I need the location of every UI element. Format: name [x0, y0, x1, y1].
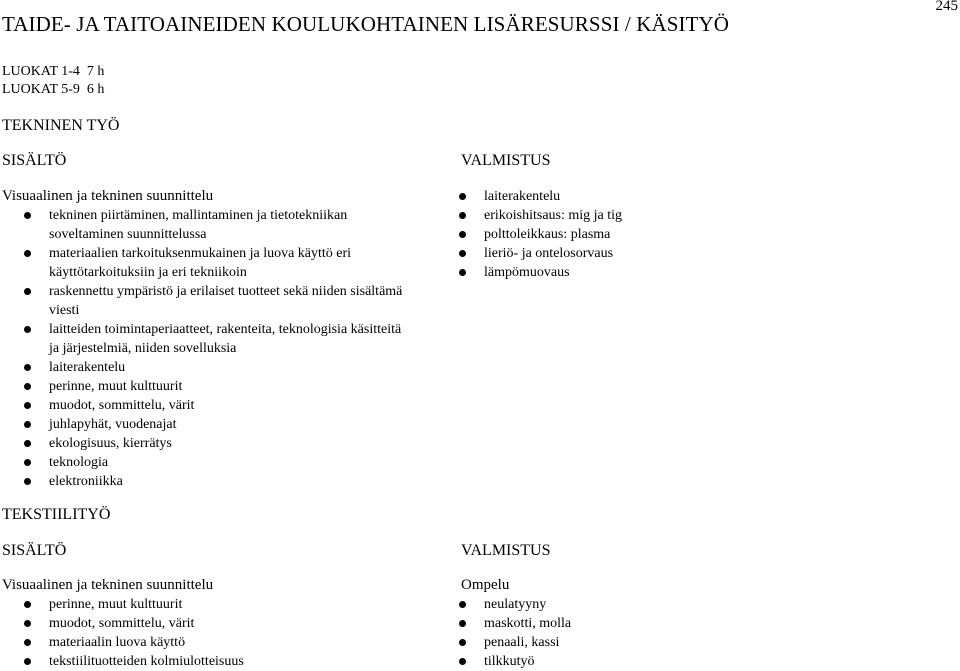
grade-label: LUOKAT 5-9	[2, 82, 80, 97]
list-item: laiterakentelu	[437, 187, 622, 206]
list-item: perinne, muut kulttuurit	[2, 377, 402, 396]
grade-hours: 7 h	[86, 64, 105, 79]
page-title: TAIDE- JA TAITOAINEIDEN KOULUKOHTAINEN LISÄRESURSSI / KÄSITYÖ	[2, 12, 730, 36]
list-item: muodot, sommittelu, värit	[2, 614, 244, 633]
list-item: lieriö- ja ontelosorvaus	[437, 244, 622, 263]
production-subheading: Ompelu	[461, 577, 510, 593]
list-item: polttoleikkaus: plasma	[437, 225, 622, 244]
tekstiili-content-list	[2, 595, 244, 671]
production-label: VALMISTUS	[461, 152, 551, 169]
subheading: Visuaalinen ja tekninen suunnittelu	[2, 188, 214, 204]
list-item: juhlapyhät, vuodenajat	[2, 415, 402, 434]
subheading: Visuaalinen ja tekninen suunnittelu	[2, 577, 214, 593]
list-item: tilkkutyö	[437, 652, 571, 671]
section-heading-tekninen: TEKNINEN TYÖ	[2, 117, 120, 134]
grade-row-1-4	[2, 62, 104, 81]
list-item: maskotti, molla	[437, 614, 571, 633]
list-item: laitteiden toimintaperiaatteet, rakenteita, teknologisia käsitteitä ja järjestelmiä, niiden sovelluksia	[2, 320, 402, 358]
page-number: 245	[935, 0, 958, 14]
list-item: muodot, sommittelu, värit	[2, 396, 402, 415]
list-item: erikoishitsaus: mig ja tig	[437, 206, 622, 225]
list-item: materiaalien tarkoituksenmukainen ja luova käyttö eri käyttötarkoituksiin ja eri tekniikoin	[2, 244, 402, 282]
tekstiili-production-list	[437, 595, 571, 671]
content-label: SISÄLTÖ	[2, 542, 67, 559]
tekninen-production-list	[437, 187, 622, 282]
section-heading-tekstiili: TEKSTIILITYÖ	[2, 506, 111, 523]
list-item: penaali, kassi	[437, 633, 571, 652]
list-item: elektroniikka	[2, 472, 402, 491]
list-item: perinne, muut kulttuurit	[2, 595, 244, 614]
list-item: tekstiilituotteiden kolmiulotteisuus	[2, 652, 244, 671]
content-label: SISÄLTÖ	[2, 152, 67, 169]
grade-hours: 6 h	[86, 82, 105, 97]
list-item: neulatyyny	[437, 595, 571, 614]
grade-label: LUOKAT 1-4	[2, 64, 80, 79]
list-item: lämpömuovaus	[437, 263, 622, 282]
production-label: VALMISTUS	[461, 542, 551, 559]
list-item: raskennettu ympäristö ja erilaiset tuotteet sekä niiden sisältämä viesti	[2, 282, 402, 320]
list-item: tekninen piirtäminen, mallintaminen ja tietotekniikan soveltaminen suunnittelussa	[2, 206, 402, 244]
list-item: teknologia	[2, 453, 402, 472]
grade-row-5-9	[2, 80, 104, 99]
tekninen-content-list	[2, 206, 402, 491]
list-item: ekologisuus, kierrätys	[2, 434, 402, 453]
list-item: materiaalin luova käyttö	[2, 633, 244, 652]
list-item: laiterakentelu	[2, 358, 402, 377]
